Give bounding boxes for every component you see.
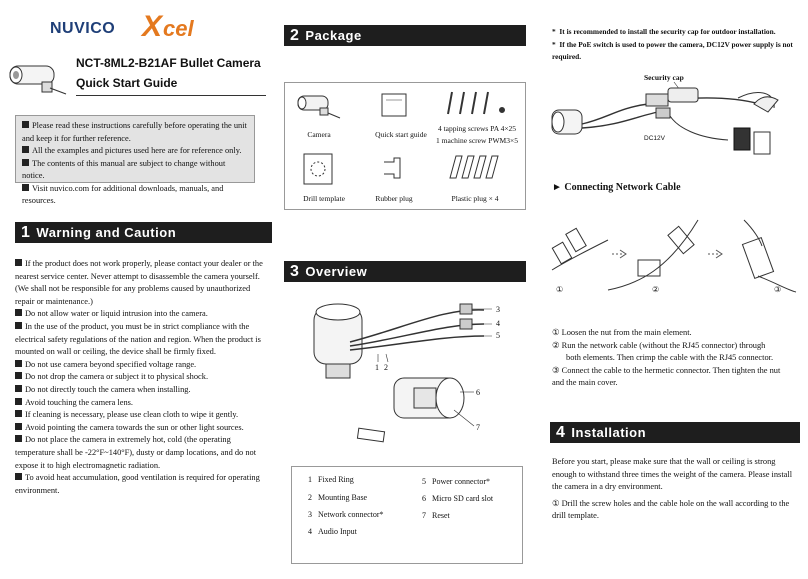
install-intro: Before you start, please make sure that the wall or ceiling is strong enough to withstand three times the weight of the camera. Please install the camera in a dry environment. xyxy=(552,457,793,492)
camera-thumbnail-icon xyxy=(6,58,70,98)
notice-item: Visit nuvico.com for additional downloads, manuals, and resources. xyxy=(22,183,224,205)
overview-illustration xyxy=(284,288,526,458)
logo-text-cel: cel xyxy=(163,16,194,41)
network-steps-text xyxy=(552,327,802,390)
section-title: Package xyxy=(305,28,362,43)
dc12v-label: DC12V xyxy=(644,135,665,142)
notice-item: The contents of this manual are subject to change without notice. xyxy=(22,158,226,180)
package-item-rubber: Rubber plug xyxy=(375,194,413,203)
wiring-illustration xyxy=(548,68,800,172)
list-item: Avoid pointing the camera towards the sun or other light sources. xyxy=(15,422,270,435)
legend-item: 2 Mounting Base xyxy=(308,493,368,502)
section-header-installation xyxy=(550,422,800,443)
section-header-overview xyxy=(284,261,526,282)
note-item: * It is recommended to install the security cap for outdoor installation. xyxy=(552,27,776,36)
notes-list xyxy=(552,26,802,64)
list-item: In the use of the product, you must be in strict compliance with the electrical safety regulations of the nation and region. When the product is mounted on wall or ceiling, the device shall be firmly fixed. xyxy=(15,321,261,357)
step-line: ② Run the network cable (without the RJ45 connector) through xyxy=(552,340,766,350)
section-number: 4 xyxy=(556,424,566,441)
list-item: Do not use camera beyond specified voltage range. xyxy=(15,359,270,372)
step3-parts xyxy=(742,220,796,294)
callout-label: 7 xyxy=(476,423,480,432)
section-title: Installation xyxy=(571,425,647,440)
brand-logo xyxy=(50,12,210,48)
legend-item: 6 Micro SD card slot xyxy=(422,494,494,503)
camera-bottom-view xyxy=(357,378,464,442)
section-title: Warning and Caution xyxy=(36,225,177,240)
list-item: Avoid touching the camera lens. xyxy=(15,397,270,410)
list-item: Do not allow water or liquid intrusion into the camera. xyxy=(15,308,270,321)
step-marker: ② xyxy=(652,285,660,294)
install-step: ① Drill the screw holes and the cable hole on the wall according to the drill template. xyxy=(552,498,790,521)
guide-illustration xyxy=(382,94,406,116)
logo-text-x: X xyxy=(142,10,163,43)
legend-item: 4 Audio Input xyxy=(308,527,357,536)
package-illustrations xyxy=(284,82,526,210)
legend-item: 5 Power connector* xyxy=(422,477,490,486)
installation-text xyxy=(552,456,802,523)
plastic-plugs-illustration xyxy=(450,156,498,178)
warning-list xyxy=(15,258,270,497)
list-item: If cleaning is necessary, please use clean cloth to wipe it gently. xyxy=(15,409,270,422)
list-item: Do not place the camera in extremely hot, cold (the operating temperature shall be -22°F~140°F), dusty or damp locations, and do not expose it to high electromagnetic radiation. xyxy=(15,435,257,470)
screws-illustration xyxy=(448,92,504,114)
package-item-plastic: Plastic plug × 4 xyxy=(451,194,499,203)
step-line: and the main cover. xyxy=(552,378,618,388)
section-number: 2 xyxy=(290,27,300,44)
connecting-network-heading: ► Connecting Network Cable xyxy=(552,182,681,193)
camera-side-view xyxy=(314,304,484,378)
section-number: 1 xyxy=(21,224,31,241)
guide-title: Quick Start Guide xyxy=(76,76,178,90)
security-cap-label: Security cap xyxy=(644,73,684,82)
notice-item: All the examples and pictures used here are for reference only. xyxy=(22,145,248,158)
section-number: 3 xyxy=(290,263,300,280)
step-line: ① Loosen the nut from the main element. xyxy=(552,328,692,337)
step-marker: ③ xyxy=(774,285,782,294)
package-item-screws: 4 tapping screws PA 4×25 xyxy=(437,124,517,133)
note-item: * If the PoE switch is used to power the camera, DC12V power supply is not required. xyxy=(552,39,793,61)
list-item: Do not drop the camera or subject it to physical shock. xyxy=(15,371,270,384)
callout-label: 2 xyxy=(384,363,388,372)
product-title: NCT-8ML2-B21AF Bullet Camera xyxy=(76,56,261,70)
notice-box xyxy=(15,115,255,205)
section-header-package xyxy=(284,25,526,46)
package-item-template: Drill template xyxy=(303,194,345,203)
list-item: If the product does not work properly, please contact your dealer or the nearest service center. Never attempt to disassemble the camera yourself. (We shall not be responsible for any problems caused by unauthorized repair or maintenance.) xyxy=(15,259,263,306)
package-item-guide: Quick start guide xyxy=(375,130,427,139)
rubber-plug-illustration xyxy=(384,158,400,178)
list-item: To avoid heat accumulation, good ventilation is required for operating environment. xyxy=(15,473,260,495)
legend-item: 7 Reset xyxy=(422,511,450,520)
notice-item: Please read these instructions carefully before operating the unit and keep it for further reference. xyxy=(22,121,247,143)
callout-label: 6 xyxy=(476,388,480,397)
list-item: Do not directly touch the camera when installing. xyxy=(15,384,270,397)
drill-template-illustration xyxy=(304,154,332,184)
package-item-camera: Camera xyxy=(307,130,331,139)
section-header-warning xyxy=(15,222,272,243)
legend-item: 1 Fixed Ring xyxy=(308,475,354,484)
camera-illustration xyxy=(298,96,340,118)
step-line: both elements. Then crimp the cable with the RJ45 connector. xyxy=(566,353,774,363)
step-line: ③ Connect the cable to the hermetic connector. Then tighten the nut xyxy=(552,365,781,375)
step1-parts xyxy=(552,228,608,294)
overview-legend xyxy=(291,466,523,564)
callout-label: 1 xyxy=(375,363,379,372)
section-title: Overview xyxy=(305,264,368,279)
callout-label: 5 xyxy=(496,331,500,340)
step-marker: ① xyxy=(556,285,564,294)
callout-label: 3 xyxy=(496,305,500,314)
package-item-machine-screw: 1 machine screw PWM3×5 xyxy=(436,136,518,145)
network-steps-illustration xyxy=(548,200,800,300)
legend-item: 3 Network connector* xyxy=(308,510,384,519)
callout-label: 4 xyxy=(496,319,500,328)
title-divider xyxy=(76,95,266,96)
logo-text-nuvico: NUVICO xyxy=(50,20,116,37)
